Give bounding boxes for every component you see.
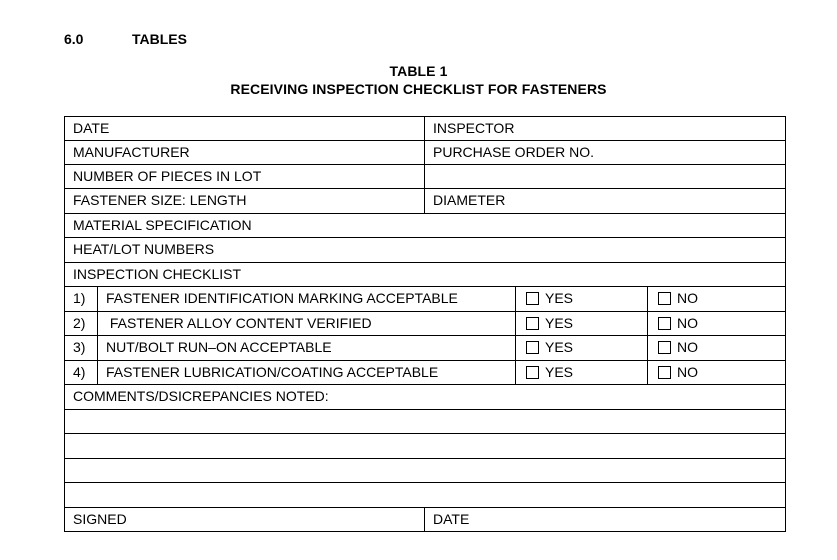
yes-label: YES	[545, 290, 574, 306]
comments-heading: COMMENTS/DSICREPANCIES NOTED:	[65, 385, 786, 409]
manufacturer-field[interactable]: MANUFACTURER	[65, 141, 425, 164]
pieces-in-lot-value[interactable]	[425, 165, 786, 188]
no-checkbox[interactable]	[658, 317, 671, 330]
material-specification-field[interactable]: MATERIAL SPECIFICATION	[65, 214, 786, 237]
yes-checkbox[interactable]	[526, 317, 539, 330]
yes-label: YES	[545, 364, 574, 380]
no-label: NO	[677, 339, 698, 355]
form-row-size	[65, 189, 786, 214]
form-row-date	[65, 117, 786, 141]
comment-line-input[interactable]	[65, 410, 786, 433]
form-row-material	[65, 214, 786, 238]
no-checkbox[interactable]	[658, 366, 671, 379]
heat-lot-numbers-field[interactable]: HEAT/LOT NUMBERS	[65, 238, 786, 262]
form-row-manufacturer	[65, 141, 786, 165]
comment-line-input[interactable]	[65, 459, 786, 482]
checklist-number: 1)	[65, 287, 98, 311]
yes-label: YES	[545, 315, 574, 331]
no-option[interactable]	[648, 336, 786, 360]
purchase-order-field[interactable]: PURCHASE ORDER NO.	[425, 141, 786, 164]
yes-checkbox[interactable]	[526, 292, 539, 305]
yes-checkbox[interactable]	[526, 366, 539, 379]
section-title: TABLES	[132, 31, 187, 47]
comment-line-input[interactable]	[65, 483, 786, 507]
inspector-field[interactable]: INSPECTOR	[425, 117, 786, 140]
checklist-number: 4)	[65, 361, 98, 384]
comment-line	[65, 483, 786, 508]
no-option[interactable]	[648, 361, 786, 384]
signed-date-field[interactable]: DATE	[425, 508, 786, 531]
table-number: TABLE 1	[389, 63, 448, 79]
no-option[interactable]	[648, 312, 786, 335]
form-row-checklist-heading	[65, 263, 786, 287]
yes-option[interactable]	[516, 361, 648, 384]
checklist-row	[65, 361, 786, 385]
pieces-in-lot-field[interactable]: NUMBER OF PIECES IN LOT	[65, 165, 425, 188]
form-row-pieces	[65, 165, 786, 189]
no-checkbox[interactable]	[658, 341, 671, 354]
comment-line	[65, 459, 786, 483]
section-heading	[64, 31, 187, 47]
inspection-form	[64, 116, 786, 532]
yes-option[interactable]	[516, 336, 648, 360]
checklist-row	[65, 312, 786, 336]
yes-checkbox[interactable]	[526, 341, 539, 354]
fastener-length-field[interactable]: FASTENER SIZE: LENGTH	[65, 189, 425, 213]
yes-option[interactable]	[516, 287, 648, 311]
checklist-item-label: NUT/BOLT RUN–ON ACCEPTABLE	[98, 336, 516, 360]
no-label: NO	[677, 315, 698, 331]
inspection-checklist-heading: INSPECTION CHECKLIST	[65, 263, 786, 286]
checklist-item-label: FASTENER LUBRICATION/COATING ACCEPTABLE	[98, 361, 516, 384]
form-row-heat-lot	[65, 238, 786, 263]
checklist-row	[65, 287, 786, 312]
no-label: NO	[677, 290, 698, 306]
checklist-item-label: FASTENER IDENTIFICATION MARKING ACCEPTABLE	[98, 287, 516, 311]
yes-label: YES	[545, 339, 574, 355]
table-title: RECEIVING INSPECTION CHECKLIST FOR FASTENERS	[230, 81, 607, 97]
signed-field[interactable]: SIGNED	[65, 508, 425, 531]
comment-line	[65, 410, 786, 434]
checklist-item-label: FASTENER ALLOY CONTENT VERIFIED	[98, 312, 516, 335]
yes-option[interactable]	[516, 312, 648, 335]
section-number: 6.0	[64, 31, 84, 47]
no-checkbox[interactable]	[658, 292, 671, 305]
checklist-row	[65, 336, 786, 361]
form-row-comments	[65, 385, 786, 410]
checklist-number: 2)	[65, 312, 98, 335]
checklist-number: 3)	[65, 336, 98, 360]
form-row-signed	[65, 508, 786, 532]
comment-line	[65, 434, 786, 459]
comment-line-input[interactable]	[65, 434, 786, 458]
date-field[interactable]: DATE	[65, 117, 425, 140]
no-label: NO	[677, 364, 698, 380]
no-option[interactable]	[648, 287, 786, 311]
diameter-field[interactable]: DIAMETER	[425, 189, 786, 213]
